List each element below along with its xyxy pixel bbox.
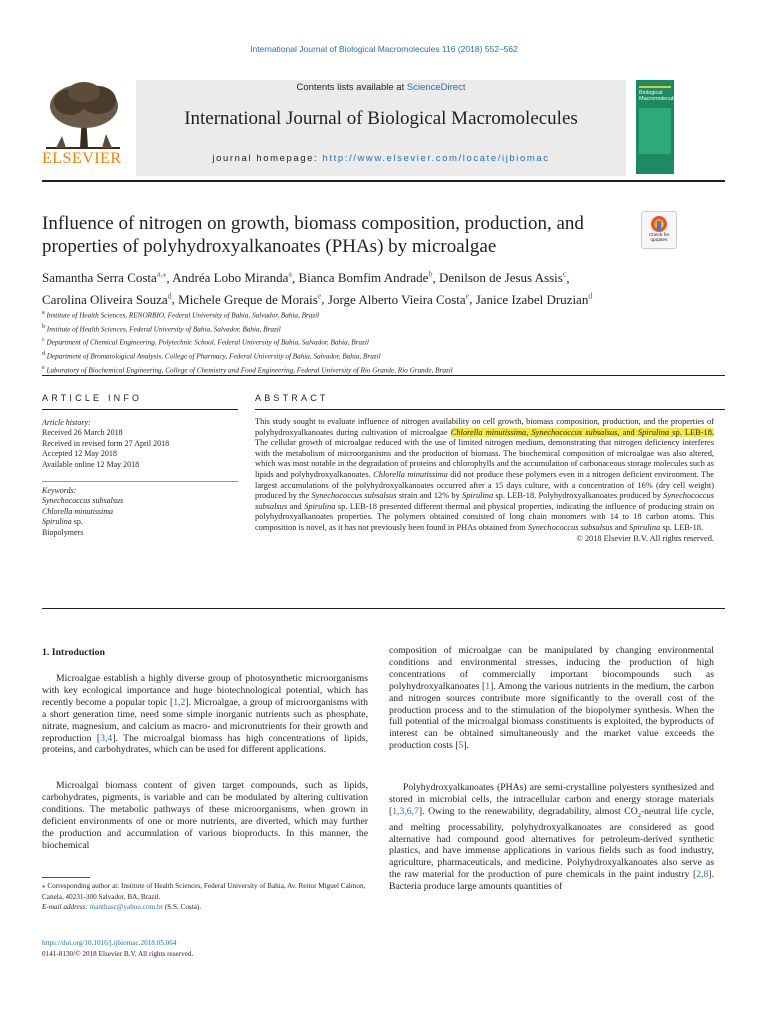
article-title: Influence of nitrogen on growth, biomass composition, production, and properties of polyhydroxyalkanoates (PHAs) by microalgae xyxy=(42,213,584,257)
intro-paragraph-1: Microalgae establish a highly diverse group of photosynthetic microorganisms with key ecological importance and huge biotechnological potential, which has recently become a popular topic [1,2]. Microalgae, a group of microorganisms with a short generation time, need some simple inorganic nutrients such as phosphate, nitrate, magnesium, and calcium as macro- and micronutrients for their growth and reproduction [3,4]. The microalgal biomass has high concentrations of lipids, proteins, and carbohydrates, which can be used for different applications. xyxy=(42,673,368,756)
author[interactable]: Michele Greque de Morais$^e$ xyxy=(178,291,322,307)
affiliations-rule xyxy=(42,375,725,376)
affiliation: $^c$ Department of Chemical Engineering, Polytechnic School, Federal University of Bahia, Salvador, Bahia, Brazil xyxy=(42,337,369,347)
section-heading-introduction: 1. Introduction xyxy=(42,647,105,658)
keywords-rule xyxy=(42,481,238,482)
affiliation: $^b$ Institute of Health Sciences, Federal University of Bahia, Salvador, Bahia, Brazil xyxy=(42,323,281,334)
abstract-copyright: © 2018 Elsevier B.V. All rights reserved. xyxy=(576,533,714,543)
doi-block xyxy=(42,938,368,959)
cover-image xyxy=(639,108,671,154)
check-for-updates-button[interactable] xyxy=(641,211,677,249)
cover-stripe xyxy=(639,86,671,88)
highlighted-text: Chlorella minutissima, Synechococcus subsalsus, and Spirulina sp. LEB-18. xyxy=(450,427,715,437)
author[interactable]: Bianca Bomfim Andrade$^b$ xyxy=(298,270,433,286)
cover-title: Biological Macromolecules xyxy=(639,90,680,102)
author-list: Samantha Serra Costa$^{a,⁎}$, Andréa Lobo Miranda$^a$, Bianca Bomfim Andrade$^b$, Denilson de Jesus Assis$^c$, Carolina Oliveira Souza$^d$, Michele Greque de Morais$^e$, Jorge Alberto Vieira Costa$^e$, Janice Izabel Druzian$^d$ xyxy=(42,270,593,307)
citation-link[interactable]: 3,4 xyxy=(100,732,113,744)
article-history: Article history: Received 26 March 2018 Received in revised form 27 April 2018 Accepted 12 May 2018 Available online 12 May 2018 xyxy=(42,418,170,469)
check-updates-icon xyxy=(650,215,668,233)
issn-line: 0141-8130/© 2018 Elsevier B.V. All rights reserved. xyxy=(42,949,194,958)
email-link[interactable]: manthasc@yahoo.com.br xyxy=(89,903,163,911)
footnote-rule xyxy=(42,877,90,878)
author[interactable]: Carolina Oliveira Souza$^d$ xyxy=(42,291,172,307)
keywords: Keywords: Synechococcus subsalsus Chlorella minutissima Spirulina sp. Biopolymers xyxy=(42,486,238,538)
journal-homepage-link[interactable]: http://www.elsevier.com/locate/ijbiomac xyxy=(322,153,550,164)
keyword: Chlorella minutissima xyxy=(42,506,114,516)
author[interactable]: Jorge Alberto Vieira Costa$^e$ xyxy=(327,291,470,307)
citation-link[interactable]: 5 xyxy=(458,740,464,752)
citation-link[interactable]: 1,2 xyxy=(173,696,186,708)
author[interactable]: Samantha Serra Costa$^{a,⁎}$ xyxy=(42,270,167,286)
affiliation: $^a$ Institute of Health Sciences, RENORBIO, Federal University of Bahia, Salvador, Bahia, Brazil xyxy=(42,310,320,320)
abstract-rule xyxy=(255,409,725,410)
abstract-heading: ABSTRACT xyxy=(255,393,329,403)
journal-title: International Journal of Biological Macromolecules xyxy=(184,108,578,129)
journal-citation-link[interactable]: International Journal of Biological Macromolecules 116 (2018) 552–562 xyxy=(250,44,518,54)
affiliation: $^e$ Laboratory of Biochemical Engineering, College of Chemistry and Food Engineering, Federal University of Rio Grande, Rio Grande, Brazil xyxy=(42,364,453,375)
header-rule xyxy=(42,180,725,182)
citation-link[interactable]: 1,3,6,7 xyxy=(392,805,419,817)
keyword: Spirulina sp. xyxy=(42,517,83,527)
corresponding-author-footnote: ⁎ Corresponding author at: Institute of Health Sciences, Federal University of Bahia, Av. Reitor Miguel Calmon, Canela, 40231-300 Salvador, BA, Brazil. E-mail address: manthasc@yahoo.com.br (S.S. Costa). xyxy=(42,882,366,911)
author[interactable]: Janice Izabel Druzian$^d$ xyxy=(475,291,593,307)
check-updates-label: Check for updates xyxy=(648,233,670,243)
abstract-text: This study sought to evaluate influence of nitrogen availability on cell growth, biomass composition, production, and the properties of polyhydroxyalkanoates during cultivation of microalgae Chlorella minutissima, Synechococcus subsalsus, and Spirulina sp. LEB-18. The cellular growth of microalgae reduced with the use of limited nitrogen medium, demonstrating that nitrogen deficiency interferes with the metabolism of microorganisms and the production of biomass. The biochemical composition of microalgae was also altered, which was most notable in the degradation of proteins and chlorophylls and the accumulation of carbonaceous storage molecules such as lipids and polyhydroxyalkanoates. Chlorella minutissima did not produce these polymers even in a nitrogen deficient environment. The largest accumulations of the polyhydroxyalkanoates occurred after a 15 days culture, with a concentration of 16% (dry cell weight) produced by the Synechococcus subsalsus strain and 12% by Spirulina sp. LEB-18. Polyhydroxyalkanoates produced by Synechococcus subsalsus and Spirulina sp. LEB-18 presented different thermal and physical properties, indicating the influence of producing strain on polyhydroxyalkanoates properties. The polymers obtained consisted of long chain monomers with 14 to 18 carbon atoms. This composition is novel, as it has not previously been found in PHAs obtained from Synechococcus subsalsus and Spirulina sp. LEB-18. © 2018 Elsevier B.V. All rights reserved. xyxy=(255,417,715,543)
author[interactable]: Denilson de Jesus Assis$^c$ xyxy=(438,270,567,286)
article-info-heading: ARTICLE INFO xyxy=(42,393,143,403)
elsevier-tree-logo xyxy=(42,80,124,150)
citation-link[interactable]: 1 xyxy=(485,680,491,692)
abstract-bottom-rule xyxy=(42,608,725,609)
journal-cover-thumbnail[interactable] xyxy=(636,80,680,174)
contents-lists-line: Contents lists available at ScienceDirect xyxy=(296,82,466,93)
sciencedirect-link[interactable]: ScienceDirect xyxy=(406,82,466,93)
affiliations xyxy=(42,308,722,376)
intro-paragraph-4: Polyhydroxyalkanoates (PHAs) are semi-crystalline polyesters synthesized and stored in microbial cells, the intracellular carbon and energy storage materials [1,3,6,7]. Owing to the renewability, degradability, almost $CO_2$-neutral life cycle, and melting processability, polyhydroxyalkanoates are considered as good alternative had compound good alternatives for petroleum-derived synthetic plastics, and have immense applications in various fields such as food industry, agriculture, pharmaceuticals, and medicine. Polyhydroxyalkanoates also serve as the raw material for the production of pure chemicals in the paint industry [2,8]. Bacteria produce large amounts quantities of xyxy=(389,782,714,893)
keyword: Synechococcus subsalsus xyxy=(42,496,124,506)
affiliation: $^d$ Department of Bromatological Analysis, College of Pharmacy, Federal University of Bahia, Salvador, Bahia, Brazil xyxy=(42,351,381,361)
publisher-logo-text: ELSEVIER xyxy=(42,150,122,167)
keyword: Biopolymers xyxy=(42,527,84,537)
journal-homepage-line: journal homepage: http://www.elsevier.com/locate/ijbiomac xyxy=(212,153,550,164)
author[interactable]: Andréa Lobo Miranda$^a$ xyxy=(172,270,292,286)
doi-link[interactable]: https://doi.org/10.1016/j.ijbiomac.2018.05.064 xyxy=(42,939,177,947)
citation-link[interactable]: 2,8 xyxy=(696,869,709,881)
article-info-rule xyxy=(42,409,238,410)
intro-paragraph-3: composition of microalgae can be manipulated by changing environmental conditions and environmental stresses, inducing the production of high concentrations of commercially important biocompounds such as polyhydroxyalkanoates [1]. Among the various nutrients in the medium, the carbon and nitrogen sources contribute more significantly to the overall cost of the production process and to the stimulation of the biopolymer synthesis. When the full potential of the microalgal biomass constituents is exploited, the byproducts of interest can be obtained simultaneously and the market value exceeds the production costs [5]. xyxy=(389,645,714,752)
intro-paragraph-2: Microalgal biomass content of given target compounds, such as lipids, carbohydrates, pigments, is variable and can be modulated by altering cultivation conditions. The metabolic pathways of these microorganisms, when grown in deficient environments of one or more nutrients, are diverted, which may further the production and accumulation of various bioproducts. In this manner, the biochemical xyxy=(42,780,368,851)
